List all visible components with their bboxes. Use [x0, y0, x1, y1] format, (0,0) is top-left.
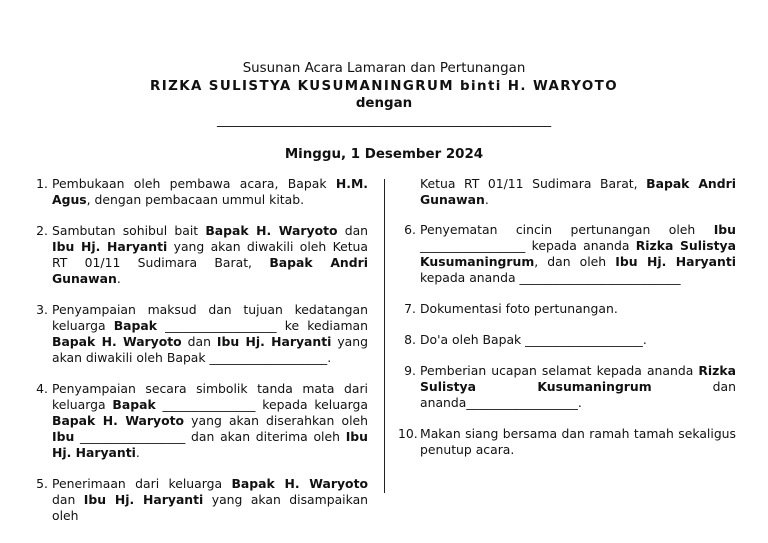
agenda-column-left — [30, 176, 368, 539]
item-number: 2. — [36, 223, 48, 238]
item-number: 8. — [404, 332, 416, 347]
item-text: _________________ kepada ananda — [420, 238, 636, 253]
item-number: 6. — [404, 222, 416, 237]
item-text-bold: Bapak — [112, 397, 156, 412]
item-text-bold: Ibu Hj. Haryanti — [615, 254, 736, 269]
item-text-bold: Bapak Andri Gunawan — [52, 255, 368, 286]
agenda-list-right — [398, 176, 736, 458]
item-text-bold: Bapak H. Waryoto — [52, 413, 185, 428]
partner-blank-line: _____________________________________________________ — [217, 113, 551, 128]
item-text: dan — [181, 334, 217, 349]
item-text: Sambutan sohibul bait — [52, 223, 206, 238]
item-number: 7. — [404, 301, 416, 316]
item-text-bold: Ibu Hj. Haryanti — [52, 429, 368, 460]
item-text: Ketua RT 01/11 Sudimara Barat, — [420, 176, 647, 191]
item-number: 9. — [404, 363, 416, 378]
item-text: Penerimaan dari keluarga — [52, 476, 232, 491]
item-text: , dan oleh — [534, 254, 616, 269]
agenda-item — [398, 363, 736, 411]
item-text-bold: Ibu Hj. Haryanti — [83, 492, 204, 507]
item-text-bold: Bapak H. Waryoto — [52, 334, 182, 349]
agenda-item-continuation — [398, 176, 736, 208]
item-text: Penyampaian maksud dan tujuan kedatangan keluarga — [52, 302, 368, 333]
agenda-item — [30, 476, 368, 524]
item-text: dan — [52, 492, 84, 507]
item-text: . — [484, 192, 489, 207]
item-text: , dengan pembacaan ummul kitab. — [86, 192, 305, 207]
item-text: Pemberian ucapan selamat kepada ananda — [420, 363, 699, 378]
item-text-bold: Ibu Hj. Haryanti — [52, 239, 168, 254]
item-text-bold: Rizka Sulistya Kusumaningrum — [420, 363, 736, 394]
item-text-bold: Bapak H. Waryoto — [205, 223, 338, 238]
agenda-item — [398, 426, 736, 458]
agenda-item — [398, 301, 736, 317]
agenda-column-right — [398, 176, 736, 473]
agenda-item — [30, 381, 368, 461]
item-text: Pembukaan oleh pembawa acara, Bapak — [52, 176, 336, 191]
item-text: yang akan diwakili oleh Ketua RT 01/11 Sudimara Barat, — [52, 239, 368, 270]
agenda-item — [30, 302, 368, 366]
agenda-item — [398, 332, 736, 348]
event-date: Minggu, 1 Desember 2024 — [284, 147, 484, 162]
agenda-item — [398, 222, 736, 286]
agenda-item — [30, 223, 368, 287]
with-label: dengan — [355, 96, 413, 111]
item-text-bold: Bapak H. Waryoto — [231, 476, 369, 491]
item-text: Penyampaian secara simbolik tanda mata dari keluarga — [52, 381, 368, 412]
agenda-list-left — [30, 176, 368, 524]
item-text: Penyematan cincin pertunangan oleh — [420, 222, 714, 237]
item-text: _________________ dan akan diterima oleh — [74, 429, 346, 444]
item-number: 4. — [36, 381, 48, 396]
item-text: _______________ kepada keluarga — [155, 397, 368, 412]
item-text-bold: Bapak Andri Gunawan — [420, 176, 736, 207]
item-text: yang akan disampaikan oleh — [52, 492, 369, 523]
item-text: dan — [337, 223, 369, 238]
couple-names: RIZKA SULISTYA KUSUMANINGRUM binti H. WARYOTO — [150, 79, 618, 94]
item-text: __________________ ke kediaman — [156, 318, 368, 333]
item-text-bold: H.M. Agus — [52, 176, 368, 207]
document-title: Susunan Acara Lamaran dan Pertunangan — [242, 61, 526, 76]
agenda-item — [30, 176, 368, 208]
item-number: 10. — [398, 426, 418, 441]
item-text: kepada ananda __________________________ — [420, 270, 681, 285]
item-text: . — [116, 271, 121, 286]
item-text-bold: Bapak — [113, 318, 157, 333]
item-text: Do'a oleh Bapak ___________________. — [420, 332, 647, 347]
item-text: yang akan diserahkan oleh — [184, 413, 368, 428]
item-text: Makan siang bersama dan ramah tamah sekaligus penutup acara. — [420, 426, 736, 457]
item-text-bold: Ibu Hj. Haryanti — [216, 334, 332, 349]
item-number: 1. — [36, 176, 48, 191]
item-text: Dokumentasi foto pertunangan. — [420, 301, 618, 316]
item-text-bold: Ibu — [713, 222, 736, 237]
item-text-bold: Ibu — [52, 429, 75, 444]
item-text: . — [135, 445, 140, 460]
item-text: yang akan diwakili oleh Bapak ___________________. — [52, 334, 368, 365]
item-number: 3. — [36, 302, 48, 317]
item-text: dan ananda__________________. — [420, 379, 736, 410]
item-text-bold: Rizka Sulistya Kusumaningrum — [420, 238, 736, 269]
item-number: 5. — [36, 476, 48, 491]
column-divider — [384, 179, 385, 493]
